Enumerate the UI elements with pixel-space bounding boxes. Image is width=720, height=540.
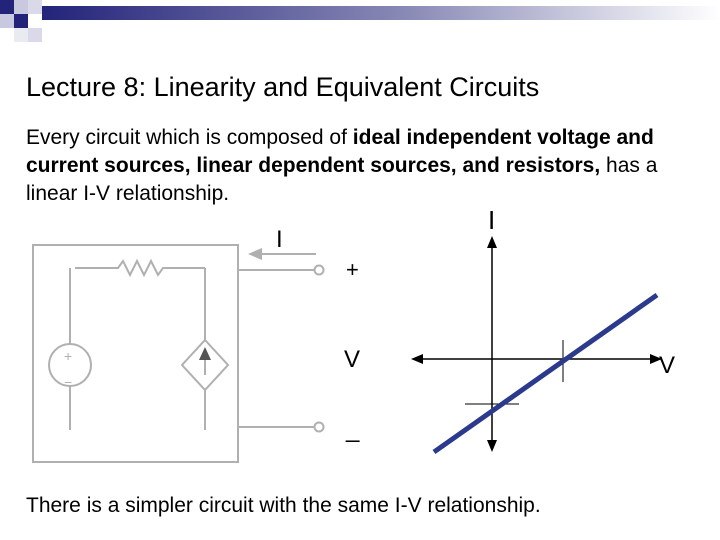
current-label: I	[276, 226, 283, 253]
body-text-end: has a linear I-V relationship.	[26, 154, 658, 205]
circuit-diagram	[33, 245, 324, 462]
y-axis-label: I	[488, 205, 496, 235]
voltage-label: V	[344, 346, 361, 373]
resistor-icon	[75, 261, 205, 275]
body-text-start: Every circuit which is composed of	[26, 126, 353, 149]
top-terminal	[315, 266, 324, 275]
minus-terminal-label: _	[346, 416, 360, 443]
plus-terminal-label: +	[346, 257, 359, 282]
source-plus-label: +	[64, 348, 73, 364]
source-minus-label: −	[64, 374, 73, 390]
x-axis-arrow-left-icon	[411, 354, 423, 364]
bottom-terminal	[315, 423, 324, 432]
x-axis-label: V	[659, 352, 676, 379]
body-text-emphasis: ideal independent voltage and current sources, linear dependent sources, and resistors,	[26, 126, 654, 177]
current-arrow-icon	[248, 248, 262, 260]
footer-text: There is a simpler circuit with the same I-V relationship.	[26, 494, 541, 517]
y-axis-arrow-up-icon	[487, 236, 497, 248]
iv-characteristic-line	[434, 295, 657, 452]
up-arrow-icon	[199, 347, 211, 360]
y-axis-arrow-down-icon	[487, 440, 497, 452]
iv-plot	[411, 236, 662, 452]
slide-title: Lecture 8: Linearity and Equivalent Circuits	[26, 72, 540, 102]
